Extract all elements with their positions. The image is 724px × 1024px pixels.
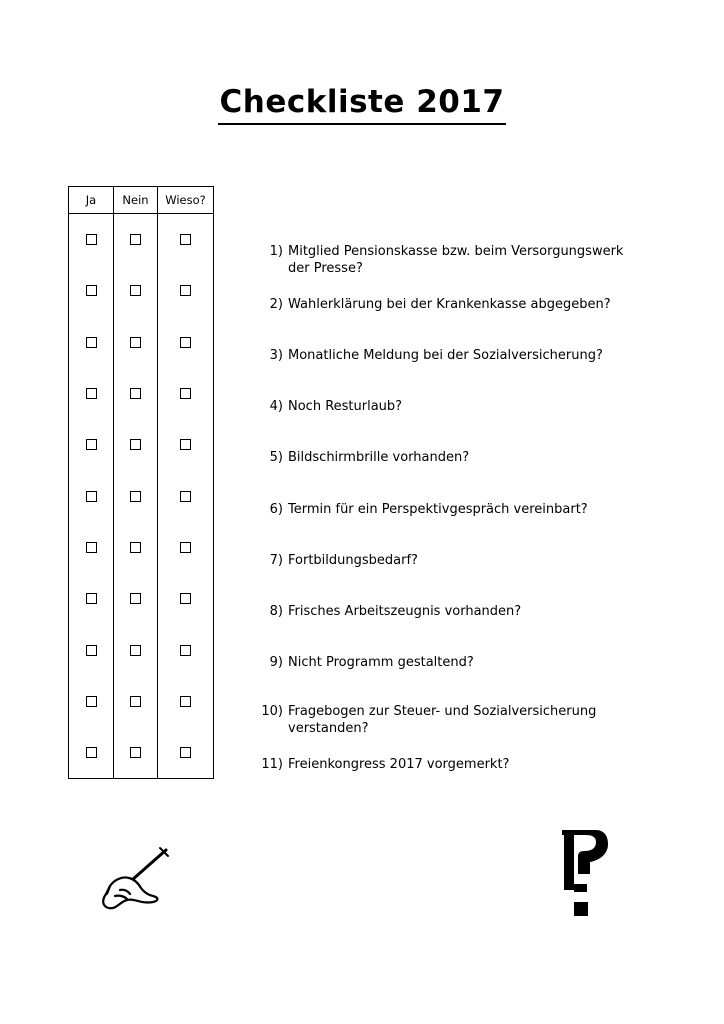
checkbox-nein[interactable] <box>130 542 141 553</box>
table-row <box>69 265 213 316</box>
item-text: Frisches Arbeitszeugnis vorhanden? <box>288 604 522 619</box>
cell-nein[interactable] <box>113 522 157 573</box>
item-text: Termin für ein Perspektivgespräch vereinbart? <box>288 502 588 517</box>
page-title <box>0 84 724 125</box>
list-item <box>257 586 643 620</box>
table-row <box>69 419 213 470</box>
cell-wieso[interactable] <box>157 470 213 521</box>
checkbox-wieso[interactable] <box>180 645 191 656</box>
cell-nein[interactable] <box>113 419 157 470</box>
checkbox-ja[interactable] <box>86 542 97 553</box>
list-item <box>257 226 643 277</box>
cell-wieso[interactable] <box>157 317 213 368</box>
list-item <box>257 484 643 518</box>
item-number: 5) <box>269 450 283 465</box>
checkbox-nein[interactable] <box>130 491 141 502</box>
item-number: 10) <box>261 704 283 719</box>
checkbox-wieso[interactable] <box>180 388 191 399</box>
cell-wieso[interactable] <box>157 265 213 316</box>
checkbox-nein[interactable] <box>130 439 141 450</box>
table-row <box>69 317 213 368</box>
cell-ja[interactable] <box>69 727 113 778</box>
checkbox-ja[interactable] <box>86 747 97 758</box>
cell-nein[interactable] <box>113 214 157 265</box>
table-row <box>69 470 213 521</box>
cell-nein[interactable] <box>113 676 157 727</box>
item-number: 1) <box>269 244 283 259</box>
item-number: 6) <box>269 502 283 517</box>
checkbox-ja[interactable] <box>86 593 97 604</box>
checkbox-ja[interactable] <box>86 645 97 656</box>
cell-ja[interactable] <box>69 573 113 624</box>
checkbox-ja[interactable] <box>86 234 97 245</box>
list-item <box>257 686 643 737</box>
cell-wieso[interactable] <box>157 214 213 265</box>
checkbox-wieso[interactable] <box>180 542 191 553</box>
checkbox-ja[interactable] <box>86 491 97 502</box>
table-row <box>69 368 213 419</box>
cell-ja[interactable] <box>69 419 113 470</box>
cell-ja[interactable] <box>69 470 113 521</box>
exclamation-mark-icon <box>552 824 612 920</box>
checkbox-ja[interactable] <box>86 337 97 348</box>
list-item <box>257 432 643 466</box>
cell-wieso[interactable] <box>157 573 213 624</box>
table-row <box>69 522 213 573</box>
checkbox-ja[interactable] <box>86 285 97 296</box>
cell-wieso[interactable] <box>157 368 213 419</box>
cell-ja[interactable] <box>69 522 113 573</box>
item-number: 9) <box>269 655 283 670</box>
cell-wieso[interactable] <box>157 624 213 675</box>
checkbox-nein[interactable] <box>130 593 141 604</box>
list-item <box>257 637 643 671</box>
item-text: Fortbildungsbedarf? <box>288 553 418 568</box>
checkbox-ja[interactable] <box>86 388 97 399</box>
table-row <box>69 624 213 675</box>
checkbox-wieso[interactable] <box>180 747 191 758</box>
checkbox-wieso[interactable] <box>180 439 191 450</box>
list-item <box>257 381 643 415</box>
cell-nein[interactable] <box>113 624 157 675</box>
item-text: Freienkongress 2017 vorgemerkt? <box>288 757 510 772</box>
cell-nein[interactable] <box>113 573 157 624</box>
item-text: Noch Resturlaub? <box>288 399 403 414</box>
cell-nein[interactable] <box>113 727 157 778</box>
item-text: Wahlerklärung bei der Krankenkasse abgegeben? <box>288 297 611 312</box>
cell-ja[interactable] <box>69 214 113 265</box>
cell-ja[interactable] <box>69 368 113 419</box>
list-item <box>257 279 643 313</box>
checkbox-wieso[interactable] <box>180 696 191 707</box>
table-row <box>69 727 213 778</box>
table-row <box>69 676 213 727</box>
item-number: 2) <box>269 297 283 312</box>
column-header-ja: Ja <box>85 193 97 207</box>
cell-nein[interactable] <box>113 368 157 419</box>
table-header-row <box>69 187 213 214</box>
checkbox-wieso[interactable] <box>180 337 191 348</box>
checkbox-nein[interactable] <box>130 747 141 758</box>
checkbox-wieso[interactable] <box>180 234 191 245</box>
column-header-wieso: Wieso? <box>157 187 213 213</box>
item-number: 8) <box>269 604 283 619</box>
item-number: 3) <box>269 348 283 363</box>
column-header-nein: Nein <box>113 187 157 213</box>
item-text: Fragebogen zur Steuer- und Sozialversicherung verstanden? <box>288 704 597 736</box>
checkbox-ja[interactable] <box>86 696 97 707</box>
cell-nein[interactable] <box>113 317 157 368</box>
checkbox-nein[interactable] <box>130 645 141 656</box>
item-number: 11) <box>261 757 283 772</box>
page-title-text: Checkliste 2017 <box>218 84 507 125</box>
table-body <box>69 214 213 778</box>
list-item <box>257 330 643 364</box>
item-text: Nicht Programm gestaltend? <box>288 655 474 670</box>
checkbox-wieso[interactable] <box>180 491 191 502</box>
cell-ja[interactable] <box>69 676 113 727</box>
cell-nein[interactable] <box>113 265 157 316</box>
checkbox-wieso[interactable] <box>180 593 191 604</box>
cell-ja[interactable] <box>69 317 113 368</box>
item-text: Monatliche Meldung bei der Sozialversicherung? <box>288 348 603 363</box>
item-number: 7) <box>269 553 283 568</box>
cell-ja[interactable] <box>69 624 113 675</box>
item-text: Mitglied Pensionskasse bzw. beim Versorgungswerk der Presse? <box>288 244 624 276</box>
item-number: 4) <box>269 399 283 414</box>
list-item <box>257 739 643 773</box>
checkbox-table <box>68 186 214 779</box>
table-row <box>69 573 213 624</box>
checkbox-nein[interactable] <box>130 388 141 399</box>
cell-ja[interactable] <box>69 265 113 316</box>
item-text: Bildschirmbrille vorhanden? <box>288 450 470 465</box>
hand-writing-icon <box>96 846 186 918</box>
checkbox-ja[interactable] <box>86 439 97 450</box>
checkbox-nein[interactable] <box>130 337 141 348</box>
checkbox-nein[interactable] <box>130 285 141 296</box>
cell-wieso[interactable] <box>157 522 213 573</box>
checkbox-wieso[interactable] <box>180 285 191 296</box>
checkbox-nein[interactable] <box>130 696 141 707</box>
cell-wieso[interactable] <box>157 727 213 778</box>
list-item <box>257 535 643 569</box>
checkbox-nein[interactable] <box>130 234 141 245</box>
table-row <box>69 214 213 265</box>
cell-wieso[interactable] <box>157 419 213 470</box>
cell-wieso[interactable] <box>157 676 213 727</box>
cell-nein[interactable] <box>113 470 157 521</box>
